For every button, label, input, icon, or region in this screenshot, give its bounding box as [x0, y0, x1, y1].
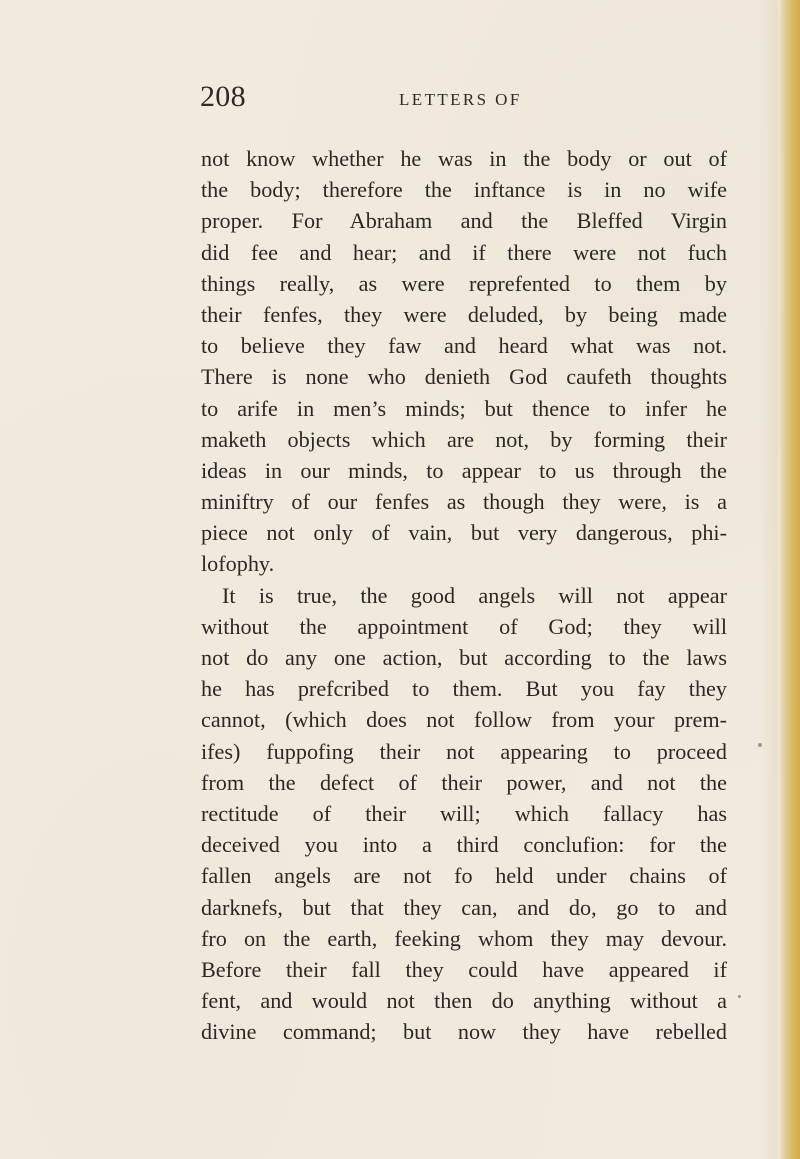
paper-speck	[738, 995, 741, 998]
text-line: he has prefcribed to them. But you fay they	[201, 676, 727, 702]
text-line: from the defect of their power, and not the	[201, 769, 727, 795]
body-text	[201, 143, 727, 1047]
page-edge-shadow	[760, 0, 778, 1159]
page-number: 208	[200, 80, 246, 113]
text-line: their fenfes, they were deluded, by being made	[201, 301, 727, 327]
paper-speck	[758, 743, 762, 747]
text-line: fro on the earth, feeking whom they may devour.	[201, 925, 727, 951]
text-line: to believe they faw and heard what was not.	[201, 333, 727, 359]
text-line: darknefs, but that they can, and do, go to and	[201, 894, 727, 920]
page-header	[200, 82, 720, 118]
text-line: did fee and hear; and if there were not fuch	[201, 239, 727, 265]
text-line: Before their fall they could have appeared if	[201, 956, 727, 982]
text-line: cannot, (which does not follow from your prem-	[201, 707, 727, 733]
text-line: ifes) fuppofing their not appearing to proceed	[201, 738, 727, 764]
text-line: miniftry of our fenfes as though they were, is a	[201, 489, 727, 515]
text-line: piece not only of vain, but very dangerous, phi-	[201, 520, 727, 546]
text-line: deceived you into a third conclufion: for the	[201, 832, 727, 858]
gilt-page-edge	[778, 0, 800, 1159]
text-line: the body; therefore the inftance is in no wife	[201, 177, 727, 203]
text-line: lofophy.	[201, 551, 275, 577]
text-line: proper. For Abraham and the Bleffed Virgin	[201, 208, 727, 234]
paragraph-start-line: It is true, the good angels will not appear	[222, 582, 727, 608]
text-line: fallen angels are not fo held under chains of	[201, 863, 727, 889]
text-line: maketh objects which are not, by forming their	[201, 426, 727, 452]
text-line: ideas in our minds, to appear to us through the	[201, 457, 727, 483]
text-line: to arife in men’s minds; but thence to infer he	[201, 395, 727, 421]
text-line: fent, and would not then do anything without a	[201, 988, 727, 1014]
text-line: There is none who denieth God caufeth thoughts	[201, 364, 727, 390]
running-head: LETTERS OF	[399, 90, 522, 109]
text-line: divine command; but now they have rebelled	[201, 1019, 727, 1045]
text-line: rectitude of their will; which fallacy has	[201, 800, 727, 826]
text-line: without the appointment of God; they will	[201, 613, 727, 639]
text-line: not know whether he was in the body or out of	[201, 146, 727, 171]
text-line: not do any one action, but according to the laws	[201, 645, 727, 670]
text-line: things really, as were reprefented to them by	[201, 270, 727, 296]
